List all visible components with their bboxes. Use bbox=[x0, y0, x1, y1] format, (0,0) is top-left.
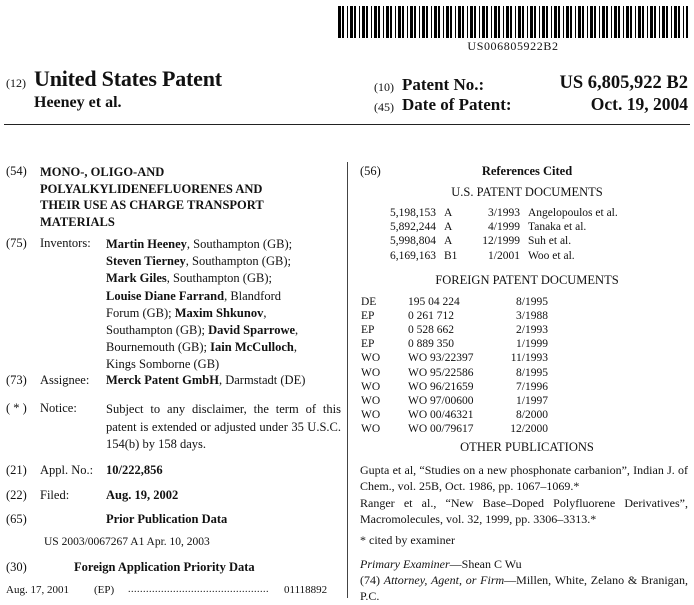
barcode-bar bbox=[342, 6, 344, 38]
barcode-bar bbox=[458, 6, 461, 38]
barcode-bar bbox=[503, 6, 504, 38]
barcode-bar bbox=[635, 6, 636, 38]
inventors-short: Heeney et al. bbox=[34, 94, 122, 111]
barcode-bar bbox=[546, 6, 548, 38]
barcode-bar bbox=[582, 6, 584, 38]
barcode-bar bbox=[431, 6, 432, 38]
priority-dots: ............................................... bbox=[128, 584, 269, 595]
barcode-bar bbox=[482, 6, 485, 38]
barcode-bar bbox=[666, 6, 668, 38]
barcode-bar bbox=[515, 6, 516, 38]
inventor-location: , Southampton (GB); bbox=[166, 271, 272, 286]
barcode-bar bbox=[534, 6, 536, 38]
barcode-bar bbox=[450, 6, 452, 38]
title-line: MONO-, OLIGO-AND bbox=[40, 165, 165, 179]
barcode-bar bbox=[383, 6, 384, 38]
barcode-bar bbox=[606, 6, 608, 38]
us-doc-name: Suh et al. bbox=[528, 235, 572, 248]
barcode-bar bbox=[642, 6, 644, 38]
foreign-doc-number: 0 528 662 bbox=[408, 324, 454, 337]
assignee-label: Assignee: bbox=[40, 373, 90, 387]
barcode-bar bbox=[338, 6, 341, 38]
barcode-bar bbox=[638, 6, 641, 38]
barcode-bar bbox=[359, 6, 360, 38]
foreign-doc-number: WO 00/46321 bbox=[408, 408, 474, 421]
code-10: (10) bbox=[374, 80, 394, 94]
inventor-line bbox=[106, 236, 341, 253]
barcode-bar bbox=[479, 6, 480, 38]
barcode-bar bbox=[438, 6, 440, 38]
inventor-line bbox=[106, 253, 341, 270]
foreign-doc-number: WO 96/21659 bbox=[408, 380, 474, 393]
priority-number: 01118892 bbox=[284, 584, 328, 596]
barcode-bar bbox=[474, 6, 476, 38]
barcode-bar bbox=[366, 6, 368, 38]
prior-code: (65) bbox=[6, 512, 27, 526]
barcode-bar bbox=[470, 6, 473, 38]
barcode-bar bbox=[350, 6, 353, 38]
appl-number: 10/222,856 bbox=[106, 463, 163, 477]
foreign-doc-country: WO bbox=[361, 366, 381, 379]
inventor-name: Louise Diane Farrand bbox=[106, 288, 225, 303]
barcode-bar bbox=[510, 6, 512, 38]
inventor-line bbox=[106, 322, 341, 339]
us-doc-number: 5,998,804 bbox=[390, 235, 436, 248]
barcode-bar bbox=[563, 6, 564, 38]
inventor-name: Iain McCulloch bbox=[210, 340, 294, 355]
barcode-bar bbox=[422, 6, 425, 38]
barcode-bar bbox=[542, 6, 545, 38]
references-heading: References Cited bbox=[481, 164, 573, 178]
patent-no-label: Patent No.: bbox=[402, 75, 485, 94]
barcode-bar bbox=[674, 6, 677, 38]
attorney bbox=[360, 572, 688, 605]
us-doc-date: 12/1999 bbox=[482, 235, 520, 248]
inventor-location: , Southampton (GB); bbox=[186, 237, 293, 251]
barcode-bar bbox=[618, 6, 620, 38]
publication-number: US006805922B2 bbox=[467, 39, 559, 53]
us-doc-date: 3/1993 bbox=[488, 207, 520, 219]
barcode-bar bbox=[554, 6, 557, 38]
assignee-name: Merck Patent GmbH bbox=[106, 373, 219, 387]
foreign-doc-number: WO 93/22397 bbox=[408, 352, 474, 365]
foreign-doc-date: 11/1993 bbox=[510, 352, 548, 365]
patent-title bbox=[40, 164, 330, 230]
assignee-code: (73) bbox=[6, 373, 27, 387]
barcode-bar bbox=[518, 6, 521, 38]
inventor-name: Steven Tierney bbox=[106, 254, 186, 269]
foreign-doc-country: WO bbox=[361, 394, 381, 407]
cited-by-examiner: * cited by examiner bbox=[360, 533, 455, 547]
barcode-bar bbox=[426, 6, 428, 38]
inventor-name: David Sparrowe bbox=[208, 323, 296, 338]
foreign-doc-number: 0 889 350 bbox=[408, 338, 454, 351]
inventor-line bbox=[106, 288, 341, 305]
us-doc-kind: A bbox=[444, 207, 453, 219]
inventor-line bbox=[106, 339, 341, 356]
notice-code: ( * ) bbox=[6, 401, 27, 415]
inventor-location: , bbox=[295, 323, 299, 338]
barcode-bar bbox=[575, 6, 576, 38]
date-label: Date of Patent: bbox=[402, 95, 512, 114]
examiner-name: —Shean C Wu bbox=[449, 557, 522, 571]
patent-date: Oct. 19, 2004 bbox=[590, 94, 688, 114]
barcode-bar bbox=[347, 6, 348, 38]
barcode-bar bbox=[578, 6, 581, 38]
attorney-code: (74) bbox=[360, 573, 384, 587]
barcode-bar bbox=[527, 6, 528, 38]
foreign-doc-country: WO bbox=[361, 380, 381, 393]
barcode-bar bbox=[551, 6, 552, 38]
foreign-doc-number: WO 00/79617 bbox=[408, 422, 474, 435]
barcode-bar bbox=[494, 6, 497, 38]
barcode-bar bbox=[491, 6, 492, 38]
barcode-bar bbox=[354, 6, 356, 38]
barcode-bar bbox=[419, 6, 420, 38]
us-doc-name: Tanaka et al. bbox=[528, 221, 587, 234]
publication-1: Gupta et al, “Studies on a new phosphonate carbanion”, Indian J. of Chem., vol. 25B, Oct. 1986, pp. 1067–1069.* bbox=[360, 463, 688, 494]
appl-label: Appl. No.: bbox=[40, 463, 94, 477]
foreign-doc-country: WO bbox=[361, 408, 381, 421]
prior-publication-line: US 2003/0067267 A1 Apr. 10, 2003 bbox=[44, 536, 210, 548]
barcode-bar bbox=[587, 6, 588, 38]
country-title: United States Patent bbox=[34, 66, 222, 91]
patent-number: US 6,805,922 B2 bbox=[559, 73, 688, 93]
publication-2: Ranger et al., “New Base–Doped Polyfluorene Derivatives”, Macromolecules, vol. 32, 1999, pp. 3306–3313.* bbox=[360, 496, 688, 527]
barcode-bar bbox=[407, 6, 408, 38]
foreign-doc-date: 2/1993 bbox=[516, 324, 548, 337]
barcode-bar bbox=[446, 6, 449, 38]
barcode-bar bbox=[659, 6, 660, 38]
header-rule bbox=[4, 124, 690, 125]
barcode-bar bbox=[443, 6, 444, 38]
examiner-label: Primary Examiner bbox=[360, 557, 450, 571]
barcode-bar bbox=[686, 6, 688, 38]
barcode-bar bbox=[626, 6, 629, 38]
inventors-list bbox=[106, 236, 341, 374]
barcode-bar bbox=[623, 6, 624, 38]
barcode-bar bbox=[390, 6, 392, 38]
barcode-bar bbox=[374, 6, 377, 38]
barcode-bar bbox=[395, 6, 396, 38]
barcode-bar bbox=[590, 6, 593, 38]
filed-date: Aug. 19, 2002 bbox=[106, 488, 179, 502]
foreign-doc-country: WO bbox=[361, 422, 381, 435]
barcode bbox=[338, 6, 688, 38]
title-line: THEIR USE AS CHARGE TRANSPORT bbox=[40, 198, 264, 212]
inventor-name: Maxim Shkunov bbox=[174, 305, 264, 320]
inventor-location: Forum (GB); bbox=[106, 305, 175, 320]
foreign-doc-country: EP bbox=[361, 324, 375, 337]
barcode-bar bbox=[611, 6, 612, 38]
inventor-location: , bbox=[263, 305, 267, 320]
inventor-location: Southampton (GB); bbox=[106, 323, 209, 338]
barcode-bar bbox=[570, 6, 572, 38]
barcode-bar bbox=[614, 6, 617, 38]
title-line: POLYALKYLIDENEFLUORENES AND bbox=[40, 181, 263, 196]
barcode-bar bbox=[486, 6, 488, 38]
barcode-bar bbox=[402, 6, 404, 38]
barcode-bar bbox=[398, 6, 401, 38]
barcode-bar bbox=[566, 6, 569, 38]
inventor-name: Mark Giles bbox=[106, 271, 167, 286]
barcode-bar bbox=[498, 6, 500, 38]
priority-date: Aug. 17, 2001 bbox=[6, 584, 69, 596]
inventor-location: , bbox=[293, 340, 297, 355]
barcode-bar bbox=[630, 6, 632, 38]
refs-code: (56) bbox=[360, 164, 381, 178]
title-line: MATERIALS bbox=[40, 214, 115, 229]
appl-code: (21) bbox=[6, 463, 27, 477]
inventor-location: Kings Somborne (GB) bbox=[106, 357, 220, 372]
us-doc-kind: B1 bbox=[444, 249, 458, 262]
foreign-doc-country: EP bbox=[361, 338, 375, 351]
foreign-doc-date: 1/1999 bbox=[516, 338, 548, 351]
assignee-location: , Darmstadt (DE) bbox=[218, 373, 306, 387]
barcode-bar bbox=[434, 6, 437, 38]
barcode-bar bbox=[506, 6, 509, 38]
filed-label: Filed: bbox=[40, 488, 70, 502]
barcode-bar bbox=[599, 6, 600, 38]
inventor-name: Martin Heeney bbox=[106, 237, 187, 251]
inventor-line bbox=[106, 305, 341, 322]
barcode-bar bbox=[594, 6, 596, 38]
foreign-doc-country: WO bbox=[361, 352, 381, 365]
barcode-bar bbox=[539, 6, 540, 38]
code-45: (45) bbox=[374, 100, 394, 114]
us-doc-date: 4/1999 bbox=[488, 221, 520, 234]
foreign-doc-number: WO 97/00600 bbox=[408, 394, 474, 407]
foreign-doc-date: 8/1995 bbox=[516, 296, 548, 308]
barcode-bar bbox=[455, 6, 456, 38]
barcode-bar bbox=[602, 6, 605, 38]
us-doc-number: 5,892,244 bbox=[390, 221, 436, 234]
foreign-doc-number: WO 95/22586 bbox=[408, 366, 474, 379]
notice-text: Subject to any disclaimer, the term of this patent is extended or adjusted under 35 U.S.C. 154(b) by 158 days. bbox=[106, 402, 341, 451]
barcode-bar bbox=[522, 6, 524, 38]
code-12: (12) bbox=[6, 76, 26, 90]
barcode-bar bbox=[530, 6, 533, 38]
us-doc-kind: A bbox=[444, 221, 453, 234]
foreign-priority-heading: Foreign Application Priority Data bbox=[74, 560, 255, 574]
us-doc-kind: A bbox=[444, 235, 453, 248]
attorney-label: Attorney, Agent, or Firm bbox=[383, 573, 505, 587]
barcode-bar bbox=[558, 6, 560, 38]
barcode-bar bbox=[467, 6, 468, 38]
us-doc-number: 6,169,163 bbox=[390, 249, 436, 262]
inventor-location: , Southampton (GB); bbox=[185, 254, 291, 269]
foreign-doc-date: 7/1996 bbox=[516, 380, 548, 393]
primary-examiner bbox=[360, 556, 688, 572]
prior-publication-heading: Prior Publication Data bbox=[106, 512, 228, 526]
other-publications-heading: OTHER PUBLICATIONS bbox=[460, 440, 594, 454]
us-doc-date: 1/2001 bbox=[488, 249, 520, 262]
barcode-bar bbox=[650, 6, 653, 38]
inventor-line bbox=[106, 270, 341, 287]
barcode-bar bbox=[371, 6, 372, 38]
inventors-label: Inventors: bbox=[40, 236, 91, 250]
inventor-location: , Blandford bbox=[224, 288, 281, 303]
inventors-code: (75) bbox=[6, 236, 27, 250]
notice-label: Notice: bbox=[40, 401, 77, 415]
title-code: (54) bbox=[6, 164, 27, 178]
barcode-bar bbox=[378, 6, 380, 38]
column-divider bbox=[347, 162, 348, 598]
filed-code: (22) bbox=[6, 488, 27, 502]
us-doc-name: Angelopoulos et al. bbox=[528, 207, 618, 219]
foreign-doc-date: 8/1995 bbox=[516, 366, 548, 379]
foreign-doc-country: EP bbox=[361, 310, 375, 323]
priority-country: (EP) bbox=[94, 584, 115, 596]
inventor-location: Bournemouth (GB); bbox=[106, 340, 211, 355]
foreign-doc-date: 12/2000 bbox=[510, 422, 548, 435]
foreign-doc-number: 195 04 224 bbox=[408, 296, 460, 308]
barcode-bar bbox=[362, 6, 365, 38]
barcode-bar bbox=[647, 6, 648, 38]
us-docs-heading: U.S. PATENT DOCUMENTS bbox=[451, 185, 603, 199]
barcode-bar bbox=[386, 6, 389, 38]
assignee bbox=[106, 373, 305, 388]
us-doc-number: 5,198,153 bbox=[390, 207, 436, 219]
barcode-bar bbox=[410, 6, 413, 38]
foreign-doc-number: 0 261 712 bbox=[408, 310, 454, 323]
inventor-line bbox=[106, 356, 341, 373]
barcode-bar bbox=[671, 6, 672, 38]
barcode-bar bbox=[683, 6, 684, 38]
foreign-doc-date: 1/1997 bbox=[516, 394, 548, 407]
foreign-docs-heading: FOREIGN PATENT DOCUMENTS bbox=[435, 273, 619, 287]
foreign-doc-country: DE bbox=[361, 296, 377, 308]
foreign-code: (30) bbox=[6, 560, 27, 574]
barcode-bar bbox=[678, 6, 680, 38]
us-doc-name: Woo et al. bbox=[528, 249, 575, 262]
attorney-name: —Millen, White, Zelano & Branigan, P.C. bbox=[360, 573, 688, 604]
barcode-bar bbox=[654, 6, 656, 38]
foreign-doc-date: 8/2000 bbox=[516, 408, 548, 421]
barcode-bar bbox=[414, 6, 416, 38]
foreign-doc-date: 3/1988 bbox=[516, 310, 548, 323]
barcode-bar bbox=[662, 6, 665, 38]
barcode-bar bbox=[462, 6, 464, 38]
